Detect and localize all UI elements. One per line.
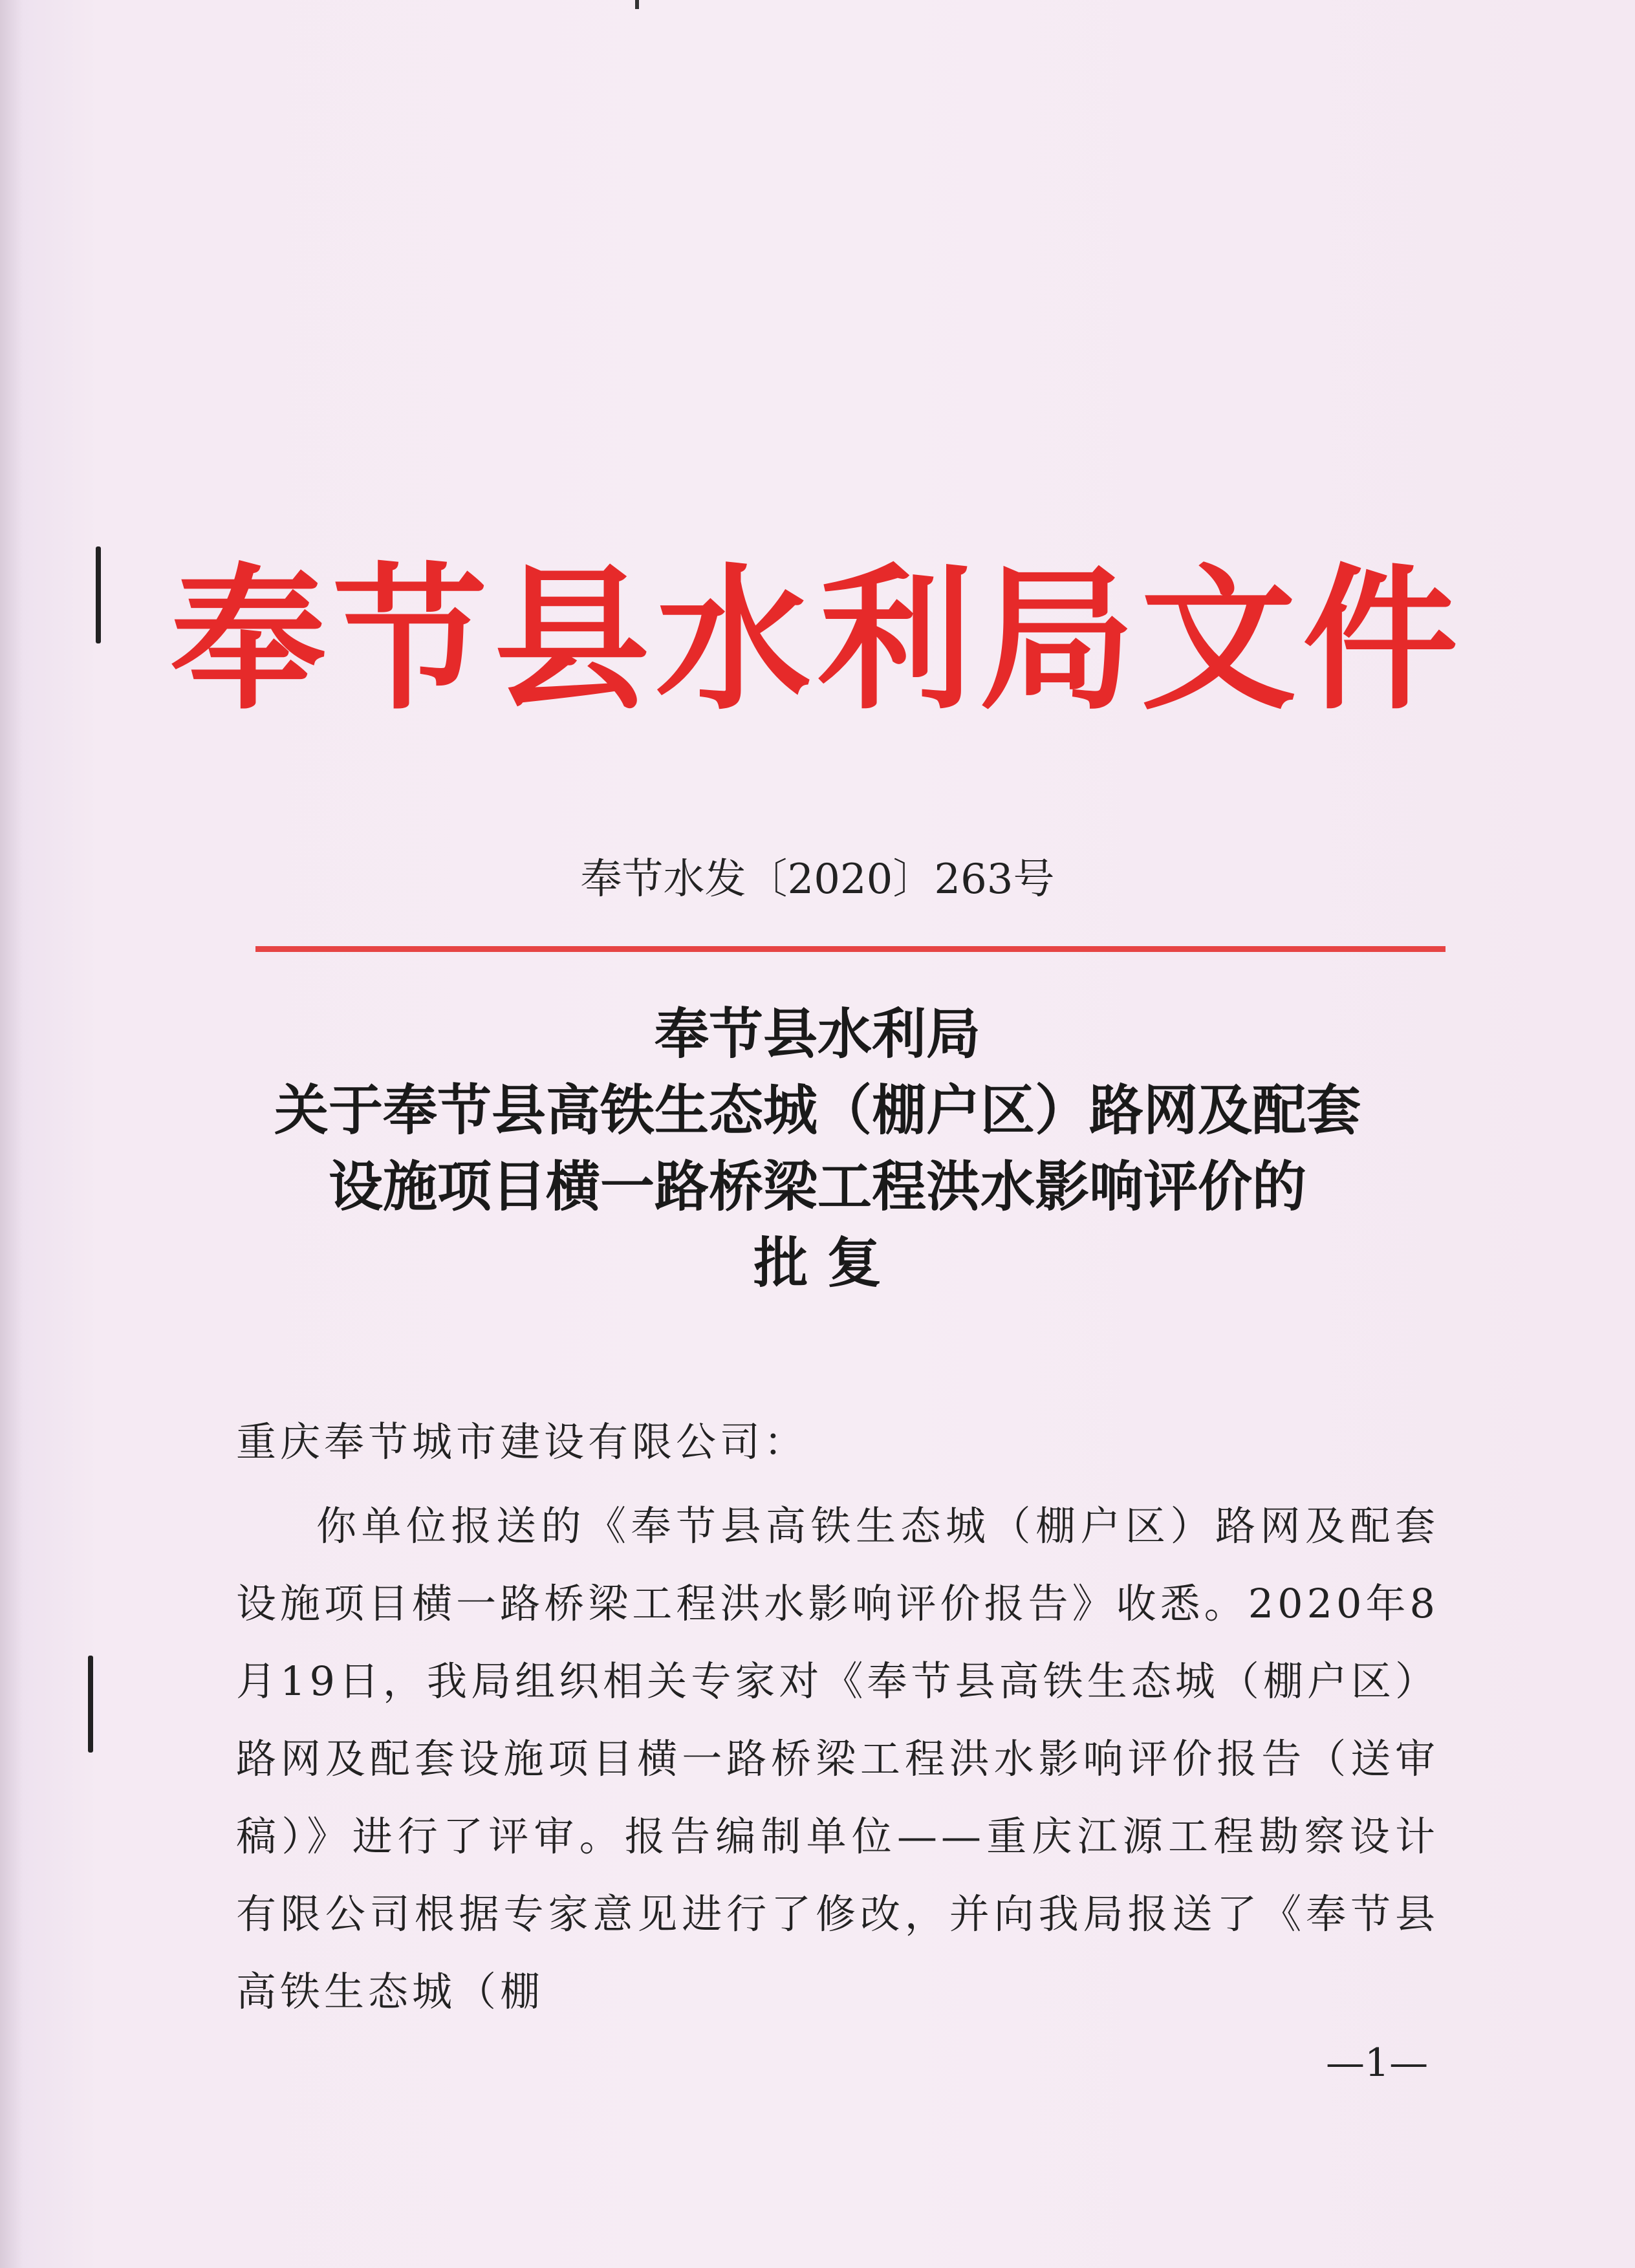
red-divider-line: [255, 946, 1446, 952]
document-number: 奉节水发〔2020〕263号: [580, 856, 1055, 903]
page-number: —1—: [1326, 2040, 1429, 2086]
staple-mark-bottom: [88, 1656, 93, 1753]
title-line-2: 关于奉节县高铁生态城（棚户区）路网及配套: [274, 1078, 1361, 1142]
scan-speck: [635, 0, 639, 9]
title-line-1: 奉节县水利局: [654, 1002, 980, 1066]
title-line-3: 设施项目横一路桥梁工程洪水影响评价的: [328, 1154, 1306, 1218]
title-line-4: 批 复: [753, 1231, 882, 1295]
document-masthead: 奉节县水利局文件: [170, 550, 1464, 731]
body-paragraph: 你单位报送的《奉节县高铁生态城（棚户区）路网及配套设施项目横一路桥梁工程洪水影响评价报告》收悉。2020年8月19日，我局组织相关专家对《奉节县高铁生态城（棚户区）路网及配套设施项目横一路桥梁工程洪水影响评价报告（送审稿）》进行了评审。报告编制单位——重庆江源工程勘察设计有限公司根据专家意见进行了修改，并向我局报送了《奉节县高铁生态城（棚: [236, 1502, 1439, 2015]
document-title: [0, 996, 1635, 1301]
salutation: 重庆奉节城市建设有限公司：: [236, 1418, 808, 1465]
